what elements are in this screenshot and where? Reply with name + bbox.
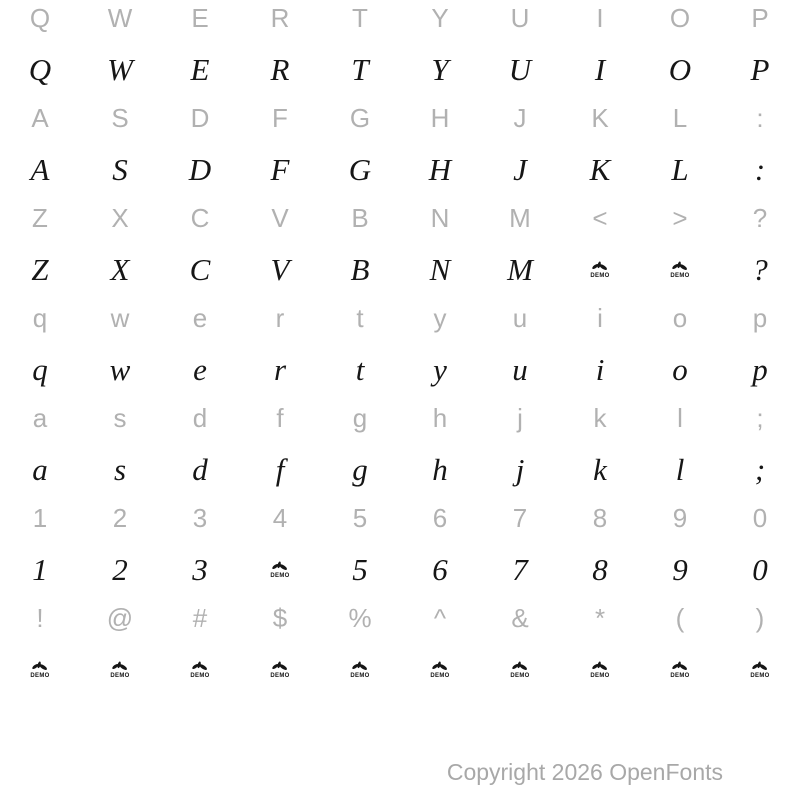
glyph-cell: g <box>352 402 368 433</box>
glyph-cell: @ <box>106 602 134 633</box>
glyph-cell: w <box>109 351 131 387</box>
glyph-cell: a <box>32 402 48 433</box>
demo-fleuron-icon <box>751 661 768 672</box>
glyph-cell: 0 <box>752 551 768 587</box>
demo-fleuron-icon <box>431 661 448 672</box>
glyph-cell: ! <box>36 602 44 633</box>
glyph-cell: # <box>192 602 208 633</box>
glyph-row <box>0 193 800 243</box>
demo-marker-label: DEMO <box>750 672 770 679</box>
glyph-cell-demo-marker <box>160 643 240 693</box>
glyph-cell: j <box>515 451 525 487</box>
glyph-cell: N <box>430 202 450 233</box>
glyph-cell: g <box>352 451 368 487</box>
glyph-cell: e <box>193 351 207 387</box>
glyph-cell: A <box>30 151 50 187</box>
glyph-cell: 1 <box>32 502 48 533</box>
glyph-cell: Y <box>431 51 449 87</box>
demo-marker-label: DEMO <box>670 672 690 679</box>
glyph-cell: y <box>433 351 447 387</box>
glyph-cell: L <box>672 102 688 133</box>
glyph-cell: e <box>192 302 208 333</box>
demo-marker <box>270 661 289 679</box>
glyph-cell: Q <box>28 51 52 87</box>
demo-marker-label: DEMO <box>590 272 610 279</box>
glyph-cell: 4 <box>272 502 288 533</box>
glyph-cell-demo-marker <box>0 643 80 693</box>
glyph-cell: F <box>272 102 288 133</box>
glyph-row <box>0 593 800 643</box>
glyph-row <box>0 93 800 143</box>
glyph-row <box>0 643 800 693</box>
glyph-cell: H <box>430 102 450 133</box>
glyph-row <box>0 0 800 43</box>
glyph-cell-demo-marker <box>560 643 640 693</box>
glyph-cell-demo-marker <box>640 643 720 693</box>
glyph-cell: 5 <box>352 502 368 533</box>
glyph-cell: X <box>111 202 129 233</box>
glyph-cell: 9 <box>672 551 688 587</box>
glyph-cell: Y <box>431 2 449 33</box>
glyph-cell: d <box>192 402 208 433</box>
glyph-cell: i <box>597 302 603 333</box>
glyph-cell: S <box>112 151 128 187</box>
glyph-cell: f <box>275 451 285 487</box>
demo-fleuron-icon <box>351 661 368 672</box>
glyph-row <box>0 293 800 343</box>
glyph-cell: H <box>428 151 452 187</box>
demo-fleuron-icon <box>271 661 288 672</box>
glyph-cell-demo-marker <box>240 543 320 593</box>
glyph-cell: W <box>107 2 133 33</box>
glyph-cell: & <box>511 602 529 633</box>
glyph-cell: V <box>270 251 290 287</box>
glyph-cell: q <box>32 351 48 387</box>
glyph-cell: k <box>593 451 607 487</box>
glyph-cell-demo-marker <box>640 243 720 293</box>
demo-marker <box>270 561 289 579</box>
demo-marker-label: DEMO <box>510 672 530 679</box>
glyph-cell: ? <box>752 251 768 287</box>
glyph-cell: S <box>111 102 129 133</box>
glyph-cell-demo-marker <box>320 643 400 693</box>
glyph-cell: G <box>348 151 372 187</box>
glyph-cell: 8 <box>592 502 608 533</box>
glyph-cell: U <box>508 51 532 87</box>
demo-marker <box>350 661 369 679</box>
glyph-cell: 1 <box>32 551 48 587</box>
glyph-cell: k <box>593 402 607 433</box>
copyright-text: Copyright 2026 OpenFonts <box>446 759 723 785</box>
glyph-cell: % <box>348 602 372 633</box>
glyph-row <box>0 43 800 93</box>
glyph-cell: T <box>352 2 368 33</box>
glyph-cell: ) <box>755 602 765 633</box>
demo-marker-label: DEMO <box>670 272 690 279</box>
glyph-cell: r <box>273 351 287 387</box>
glyph-cell: F <box>270 151 290 187</box>
demo-marker <box>190 661 209 679</box>
glyph-row <box>0 243 800 293</box>
glyph-cell: t <box>356 302 364 333</box>
glyph-row <box>0 143 800 193</box>
glyph-cell: D <box>190 102 210 133</box>
glyph-cell: T <box>351 51 369 87</box>
glyph-cell: L <box>671 151 689 187</box>
glyph-cell: y <box>433 302 447 333</box>
glyph-cell-demo-marker <box>560 243 640 293</box>
glyph-cell: 6 <box>432 502 448 533</box>
demo-fleuron-icon <box>671 261 688 272</box>
glyph-cell-demo-marker <box>80 643 160 693</box>
demo-marker <box>670 261 689 279</box>
demo-marker-label: DEMO <box>590 672 610 679</box>
glyph-row <box>0 493 800 543</box>
glyph-cell: q <box>32 302 48 333</box>
demo-marker <box>750 661 769 679</box>
glyph-cell: I <box>596 2 604 33</box>
glyph-cell: E <box>190 51 210 87</box>
glyph-cell: o <box>672 302 688 333</box>
glyph-cell: * <box>594 602 606 633</box>
glyph-cell: w <box>110 302 130 333</box>
glyph-row <box>0 443 800 493</box>
glyph-cell-demo-marker <box>480 643 560 693</box>
glyph-cell: h <box>432 451 448 487</box>
demo-fleuron-icon <box>111 661 128 672</box>
glyph-cell: r <box>275 302 285 333</box>
glyph-cell-demo-marker <box>720 643 800 693</box>
glyph-cell: A <box>31 102 49 133</box>
demo-marker <box>430 661 449 679</box>
glyph-cell: B <box>350 251 370 287</box>
demo-marker-label: DEMO <box>430 672 450 679</box>
glyph-cell: s <box>113 402 127 433</box>
glyph-cell: R <box>270 51 290 87</box>
glyph-cell: s <box>113 451 127 487</box>
demo-fleuron-icon <box>591 261 608 272</box>
glyph-cell: X <box>110 251 130 287</box>
glyph-cell: 0 <box>752 502 768 533</box>
glyph-cell: Z <box>31 251 49 287</box>
glyph-cell: 3 <box>192 502 208 533</box>
glyph-cell: 3 <box>192 551 208 587</box>
glyph-cell: p <box>752 302 768 333</box>
demo-marker-label: DEMO <box>190 672 210 679</box>
glyph-cell: 7 <box>512 551 528 587</box>
glyph-cell: h <box>432 402 448 433</box>
glyph-cell: ; <box>756 402 764 433</box>
glyph-cell: 7 <box>512 502 528 533</box>
demo-marker-label: DEMO <box>30 672 50 679</box>
glyph-cell: ? <box>752 202 768 233</box>
demo-marker <box>110 661 129 679</box>
glyph-cell: P <box>750 51 770 87</box>
glyph-cell: : <box>754 151 766 187</box>
glyph-cell: B <box>351 202 369 233</box>
glyph-cell: V <box>271 202 289 233</box>
demo-marker-label: DEMO <box>350 672 370 679</box>
glyph-cell: E <box>191 2 209 33</box>
glyph-cell: J <box>513 102 527 133</box>
demo-marker <box>590 661 609 679</box>
glyph-cell: ( <box>675 602 685 633</box>
glyph-cell: j <box>517 402 523 433</box>
glyph-cell: Q <box>29 2 51 33</box>
glyph-cell: K <box>591 102 609 133</box>
glyph-cell: 5 <box>352 551 368 587</box>
glyph-cell: > <box>672 202 688 233</box>
demo-marker <box>30 661 49 679</box>
glyph-cell: N <box>429 251 451 287</box>
glyph-row <box>0 393 800 443</box>
glyph-cell: R <box>270 2 290 33</box>
glyph-cell: l <box>675 451 685 487</box>
demo-marker-label: DEMO <box>270 672 290 679</box>
glyph-cell: u <box>512 351 528 387</box>
demo-fleuron-icon <box>671 661 688 672</box>
glyph-cell: O <box>669 2 691 33</box>
glyph-cell: 8 <box>592 551 608 587</box>
glyph-cell: d <box>192 451 208 487</box>
glyph-cell: C <box>189 251 211 287</box>
glyph-cell: 2 <box>112 502 128 533</box>
glyph-cell: M <box>507 251 533 287</box>
demo-marker-label: DEMO <box>110 672 130 679</box>
glyph-cell: K <box>589 151 611 187</box>
glyph-cell: P <box>751 2 769 33</box>
glyph-cell: o <box>672 351 688 387</box>
demo-marker-label: DEMO <box>270 572 290 579</box>
demo-fleuron-icon <box>271 561 288 572</box>
glyph-cell: f <box>276 402 284 433</box>
glyph-cell: U <box>510 2 530 33</box>
glyph-cell: W <box>107 51 133 87</box>
glyph-cell: i <box>595 351 605 387</box>
glyph-cell: l <box>677 402 683 433</box>
demo-fleuron-icon <box>511 661 528 672</box>
glyph-row <box>0 343 800 393</box>
glyph-cell-demo-marker <box>240 643 320 693</box>
glyph-cell: t <box>355 351 365 387</box>
demo-marker <box>590 261 609 279</box>
demo-fleuron-icon <box>31 661 48 672</box>
glyph-cell: D <box>188 151 212 187</box>
glyph-cell: G <box>349 102 371 133</box>
glyph-cell: a <box>32 451 48 487</box>
glyph-cell: p <box>752 351 768 387</box>
glyph-cell: Z <box>32 202 48 233</box>
glyph-cell: 6 <box>432 551 448 587</box>
glyph-cell: u <box>512 302 528 333</box>
glyph-cell: ; <box>754 451 766 487</box>
demo-marker <box>510 661 529 679</box>
glyph-cell: M <box>509 202 531 233</box>
glyph-cell: I <box>594 51 606 87</box>
glyph-cell: O <box>668 51 692 87</box>
glyph-cell: $ <box>272 602 288 633</box>
demo-fleuron-icon <box>191 661 208 672</box>
glyph-cell: < <box>592 202 608 233</box>
demo-marker <box>670 661 689 679</box>
demo-fleuron-icon <box>591 661 608 672</box>
glyph-cell: C <box>190 202 210 233</box>
glyph-cell: 9 <box>672 502 688 533</box>
glyph-cell: J <box>513 151 527 187</box>
glyph-row <box>0 543 800 593</box>
glyph-cell: ^ <box>433 602 447 633</box>
glyph-cell-demo-marker <box>400 643 480 693</box>
glyph-cell: : <box>756 102 764 133</box>
glyph-cell: 2 <box>112 551 128 587</box>
